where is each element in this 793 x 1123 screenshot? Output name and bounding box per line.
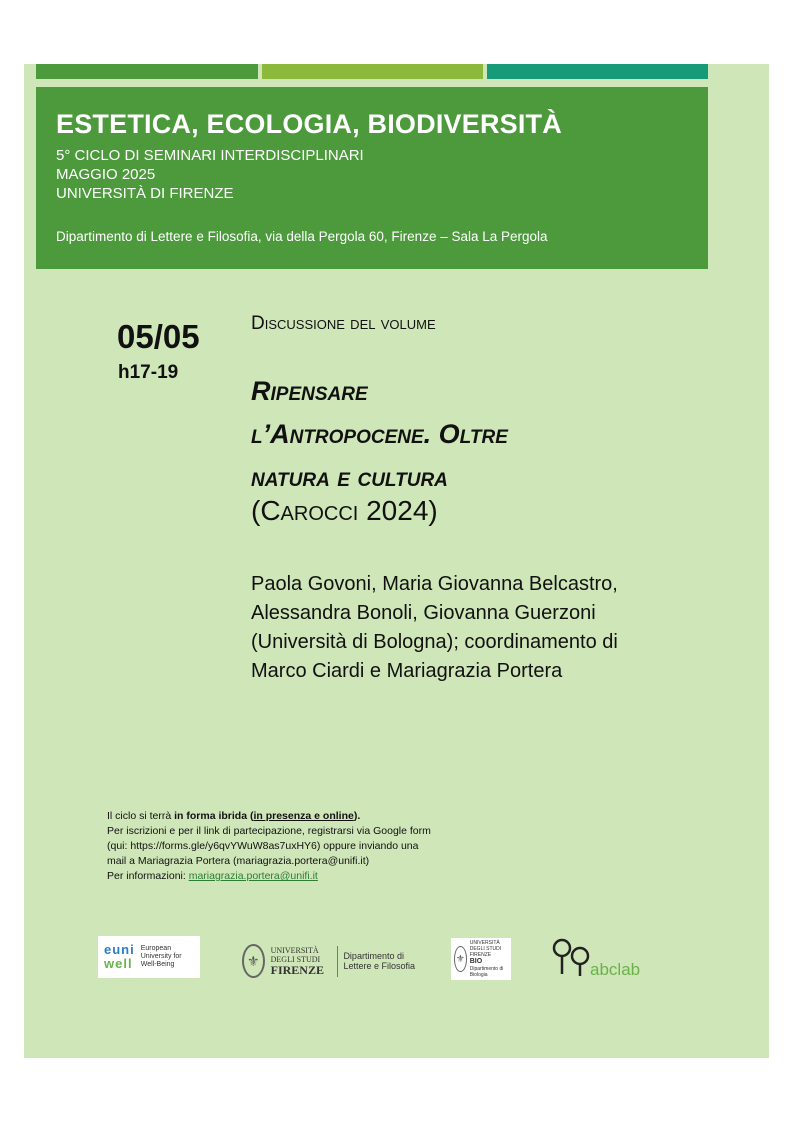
euniwell-logo: euni well European University for Well-Being: [98, 936, 200, 978]
header-box: [36, 87, 708, 269]
stripe-teal: [487, 64, 708, 79]
contact-email-link[interactable]: mariagrazia.portera@unifi.it: [188, 870, 318, 882]
speakers: Paola Govoni, Maria Giovanna Belcastro, Alessandra Bonoli, Giovanna Guerzoni (Università di Bologna); coordinamento di Marco Ciardi e Mariagrazia Portera: [251, 573, 618, 682]
abclab-logo: abclab: [550, 934, 660, 984]
seminar-title: ESTETICA, ECOLOGIA, BIODIVERSITÀ: [56, 109, 562, 139]
info-line-5: Per informazioni: mariagrazia.portera@unifi.it: [107, 870, 318, 882]
info-line-4: mail a Mariagrazia Portera (mariagrazia.portera@unifi.it): [107, 855, 370, 867]
info-line-1: Il ciclo si terrà in forma ibrida (in presenza e online).: [107, 810, 361, 822]
bio-logo: ⚜ UNIVERSITÀ DEGLI STUDI FIRENZE BIO Dipartimento di Biologia: [451, 938, 511, 980]
event-kind: Discussione del volume: [251, 313, 436, 334]
unifi-logo: ⚜ UNIVERSITÀ DEGLI STUDI FIRENZE Dipartimento di Lettere e Filosofia: [242, 936, 427, 986]
university-seal-icon: ⚜: [242, 944, 265, 978]
info-line-2: Per iscrizioni e per il link di partecipazione, registrarsi via Google form: [107, 825, 431, 837]
book-title: [251, 370, 671, 499]
bio-seal-icon: ⚜: [454, 946, 467, 972]
venue-line: Dipartimento di Lettere e Filosofia, via della Pergola 60, Firenze – Sala La Pergola: [56, 229, 548, 244]
book-title-line-3: natura e cultura: [251, 462, 448, 492]
university-line: UNIVERSITÀ DI FIRENZE: [56, 185, 234, 202]
stripe-lime: [262, 64, 483, 79]
event-date: 05/05: [117, 318, 200, 355]
book-title-line-2: l’Antropocene. Oltre: [251, 419, 508, 449]
event-time: h17-19: [118, 362, 179, 383]
month-line: MAGGIO 2025: [56, 166, 156, 183]
cycle-line: 5° CICLO DI SEMINARI INTERDISCIPLINARI: [56, 147, 364, 164]
publisher: (Carocci 2024): [251, 495, 438, 526]
hybrid-link[interactable]: in presenza e online: [253, 810, 354, 822]
info-block: [107, 809, 527, 884]
book-title-line-1: Ripensare: [251, 376, 368, 406]
info-line-3: (qui: https://forms.gle/y6qvYWuW8as7uxHY6) oppure inviando una: [107, 840, 419, 852]
stripe-green: [36, 64, 258, 79]
